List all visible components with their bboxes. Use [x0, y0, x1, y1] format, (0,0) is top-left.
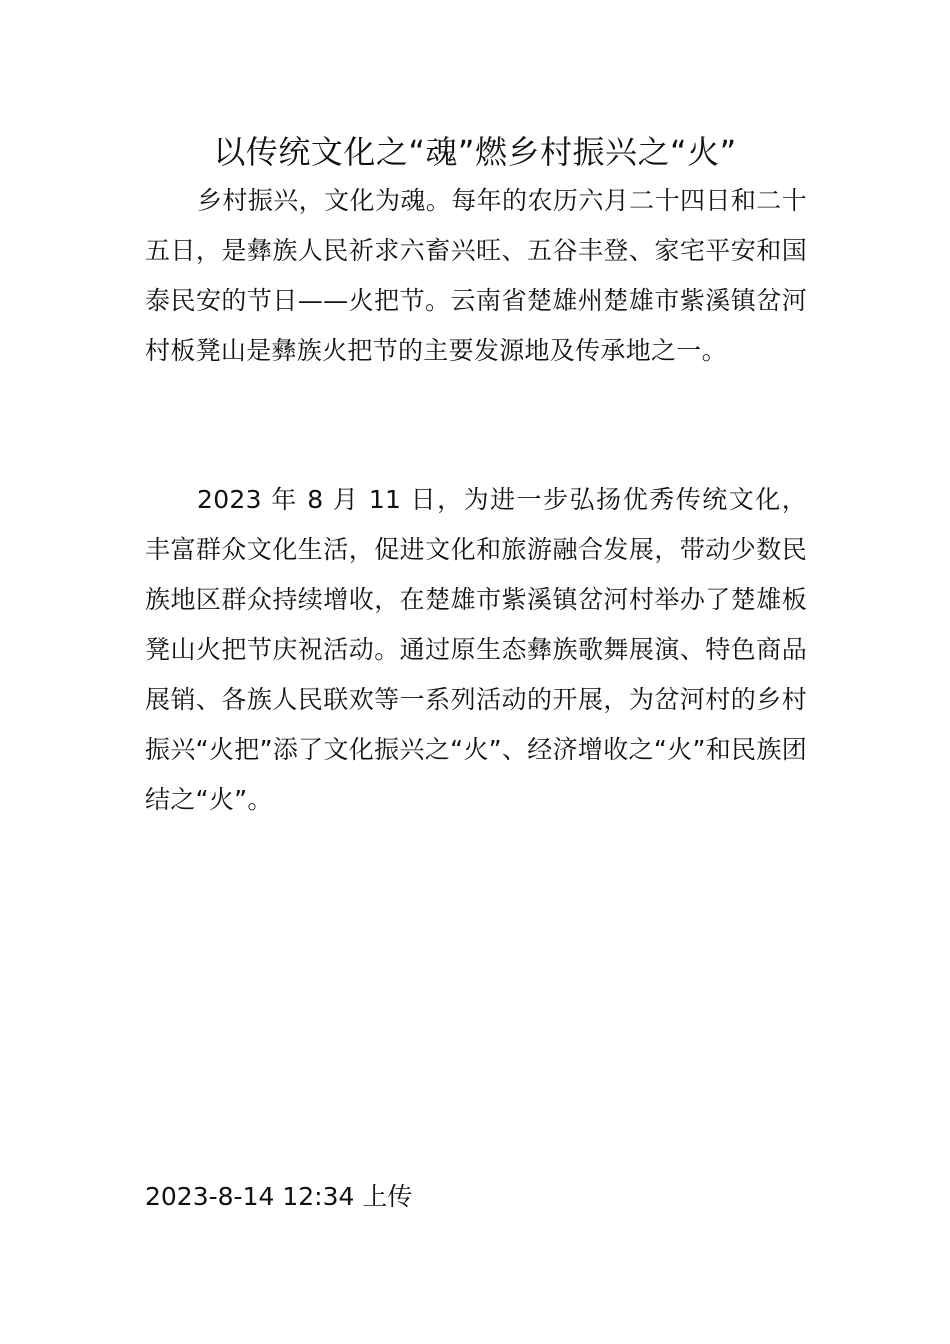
paragraph-event: 2023 年 8 月 11 日，为进一步弘扬优秀传统文化，丰富群众文化生活，促进文化和旅游融合发展，带动少数民族地区群众持续增收，在楚雄市紫溪镇岔河村举办了楚雄板凳山火把节庆祝活动。通过原生态彝族歌舞展演、特色商品展销、各族人民联欢等一系列活动的开展，为岔河村的乡村振兴“火把”添了文化振兴之“火”、经济增收之“火”和民族团结之“火”。 — [145, 485, 807, 814]
upload-timestamp: 2023-8-14 12:34 上传 — [145, 1182, 413, 1211]
document-title: 以传统文化之“魂”燃乡村振兴之“火” — [213, 133, 737, 171]
paragraph-intro: 乡村振兴，文化为魂。每年的农历六月二十四日和二十五日，是彝族人民祈求六畜兴旺、五谷丰登、家宅平安和国泰民安的节日——火把节。云南省楚雄州楚雄市紫溪镇岔河村板凳山是彝族火把节的主要发源地及传承地之一。 — [145, 186, 807, 365]
